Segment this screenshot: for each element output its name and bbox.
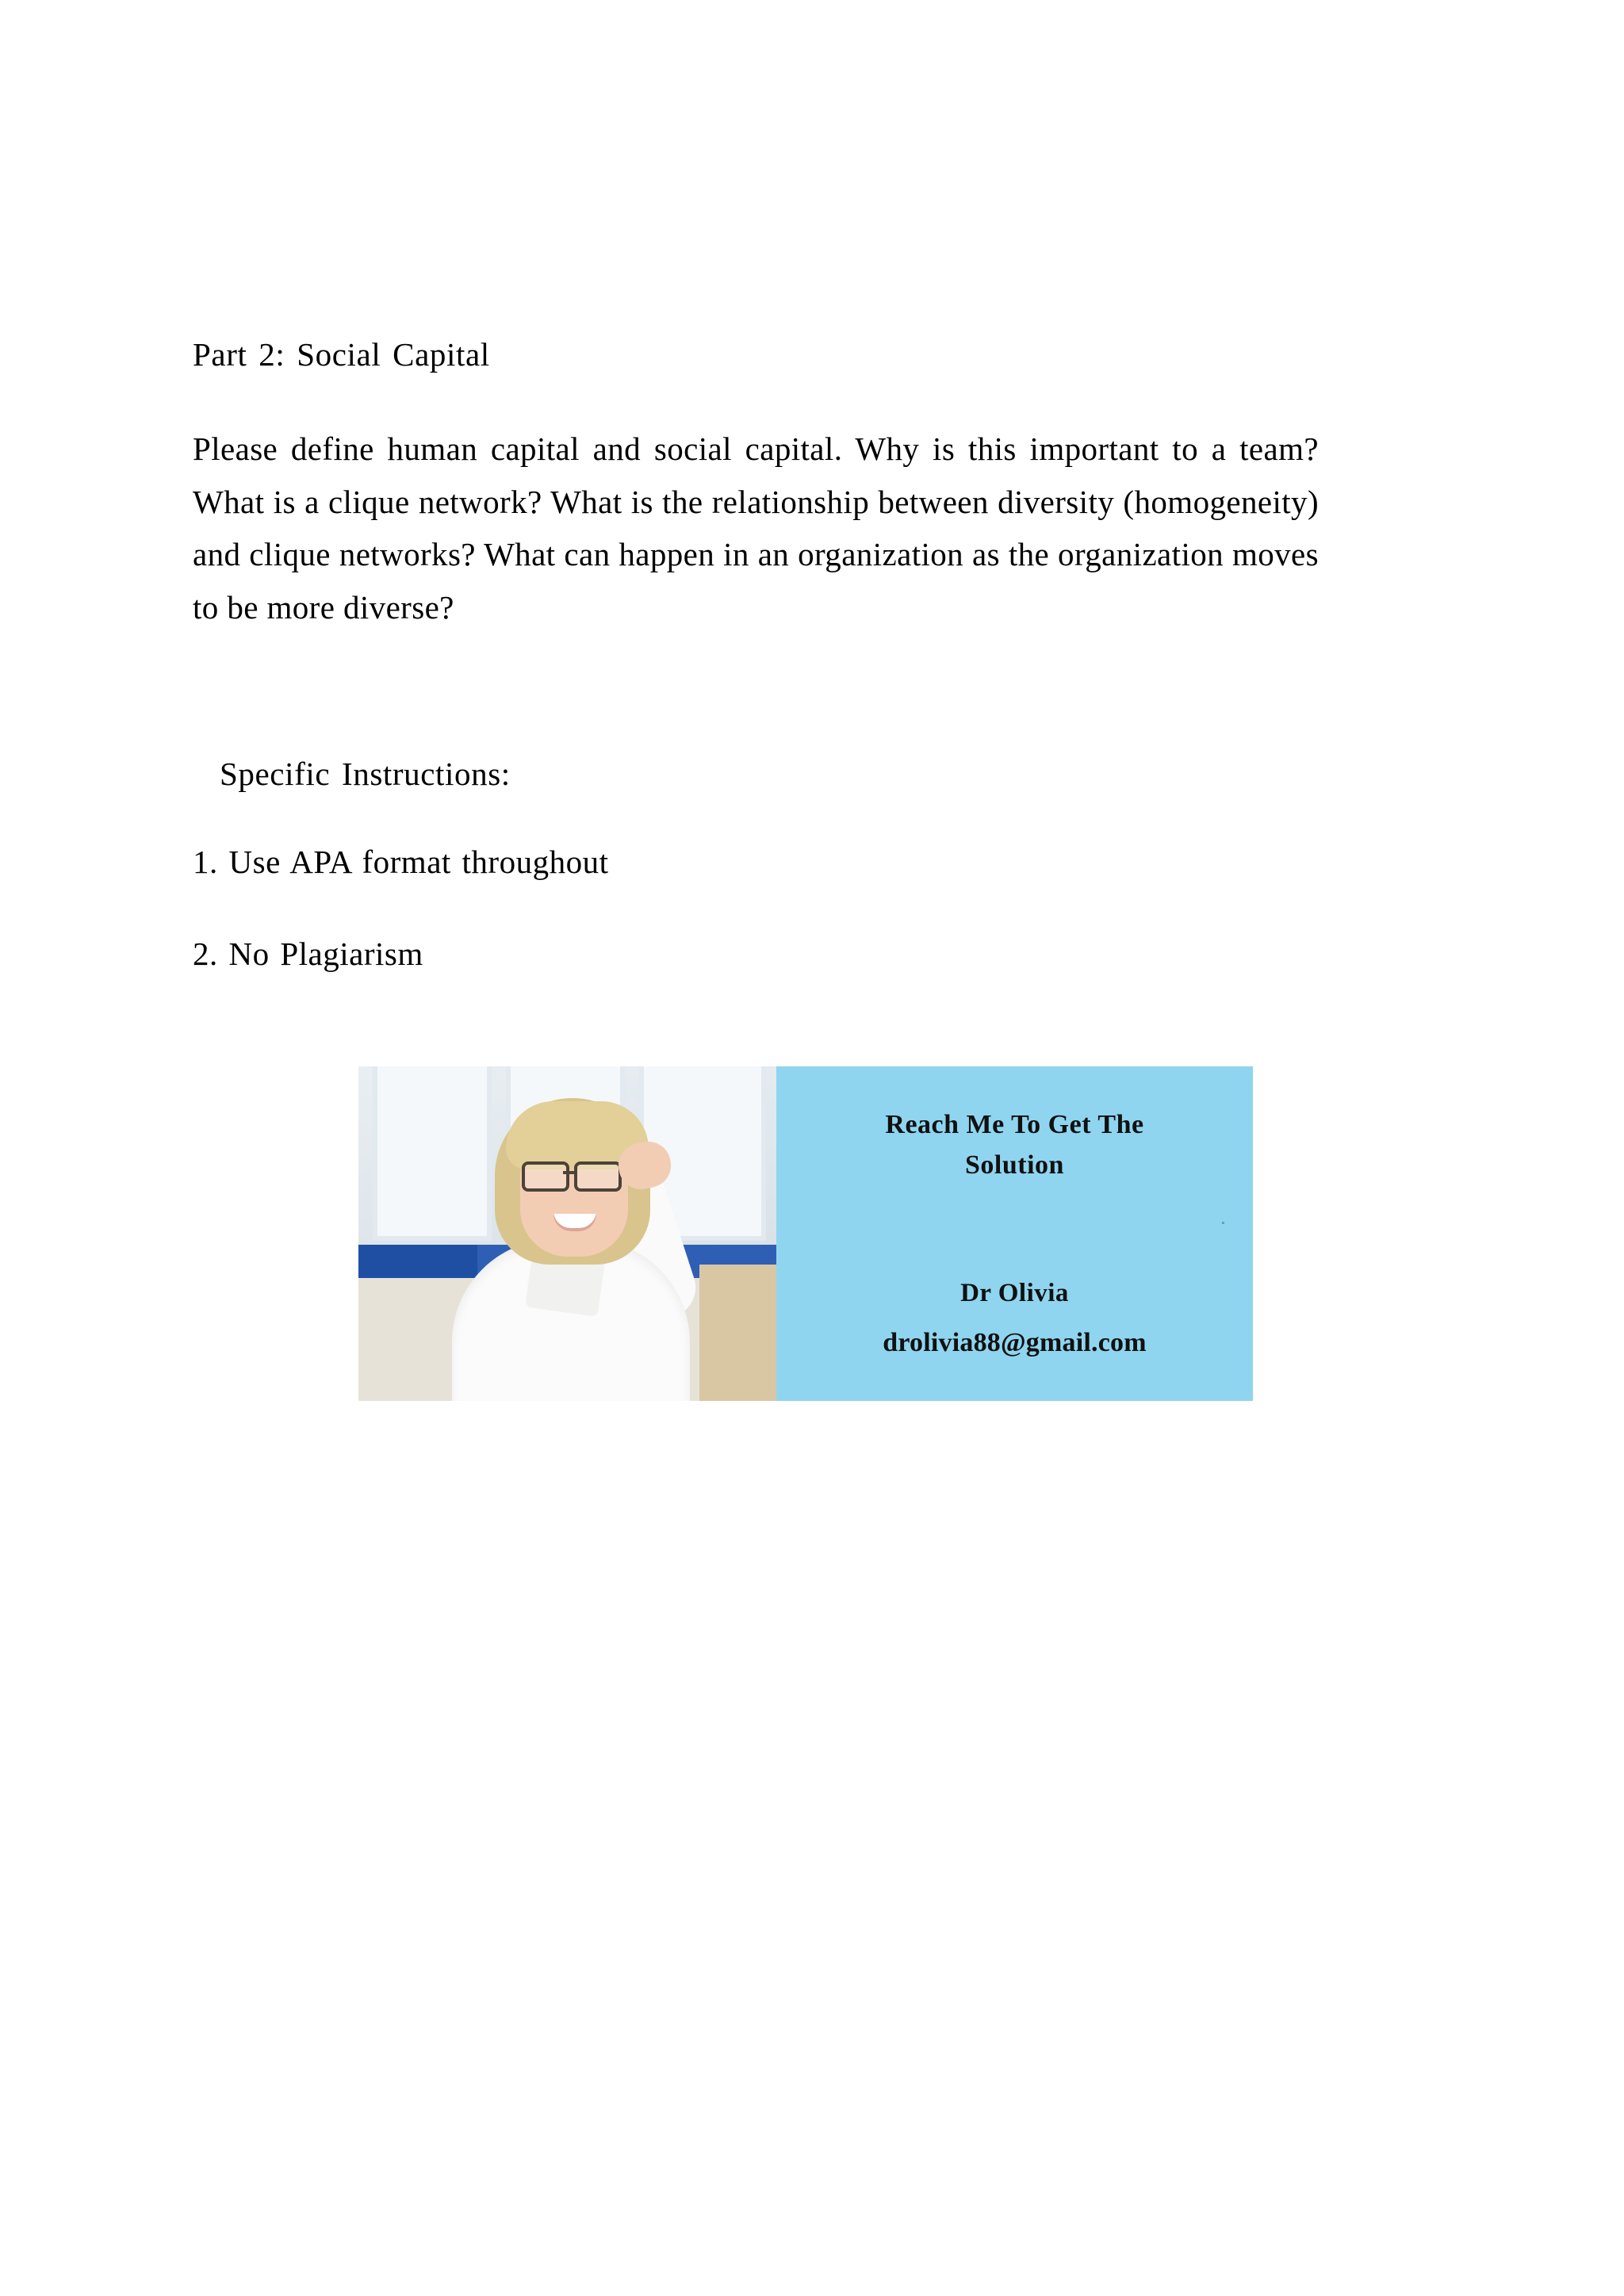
glasses-icon (522, 1161, 625, 1185)
list-item: 2. No Plagiarism (193, 935, 423, 972)
page-title: Part 2: Social Capital (193, 336, 490, 373)
window-pane-icon (373, 1066, 492, 1241)
background-band (358, 1245, 477, 1278)
body-paragraph: Please define human capital and social capital. Why is this important to a team? What is a clique network? What is the relationship between diversity (homogeneity) and clique networks? What can happen in an organization as the organization moves to be more diverse? (193, 430, 1319, 626)
promo-text-panel (776, 1066, 1253, 1401)
promo-contact-name: Dr Olivia (960, 1279, 1069, 1307)
document-text-body (193, 333, 1319, 1024)
promo-photo (358, 1066, 776, 1401)
promo-title-line2: Solution (965, 1150, 1064, 1180)
paragraph-spacer (193, 633, 1319, 752)
promo-contact-email: drolivia88@gmail.com (883, 1328, 1147, 1357)
promo-banner (358, 1066, 1253, 1401)
page-whitespace (358, 1401, 1253, 2296)
promo-title (776, 1104, 1253, 1185)
list-item: 1. Use APA format throughout (193, 844, 609, 881)
glasses-lens (522, 1161, 569, 1192)
promo-title-line1: Reach Me To Get The (885, 1110, 1144, 1139)
background-block (699, 1265, 776, 1401)
section-subheading: Specific Instructions: (220, 755, 511, 792)
decorative-dot-icon (1222, 1222, 1224, 1224)
glasses-lens (574, 1161, 622, 1192)
